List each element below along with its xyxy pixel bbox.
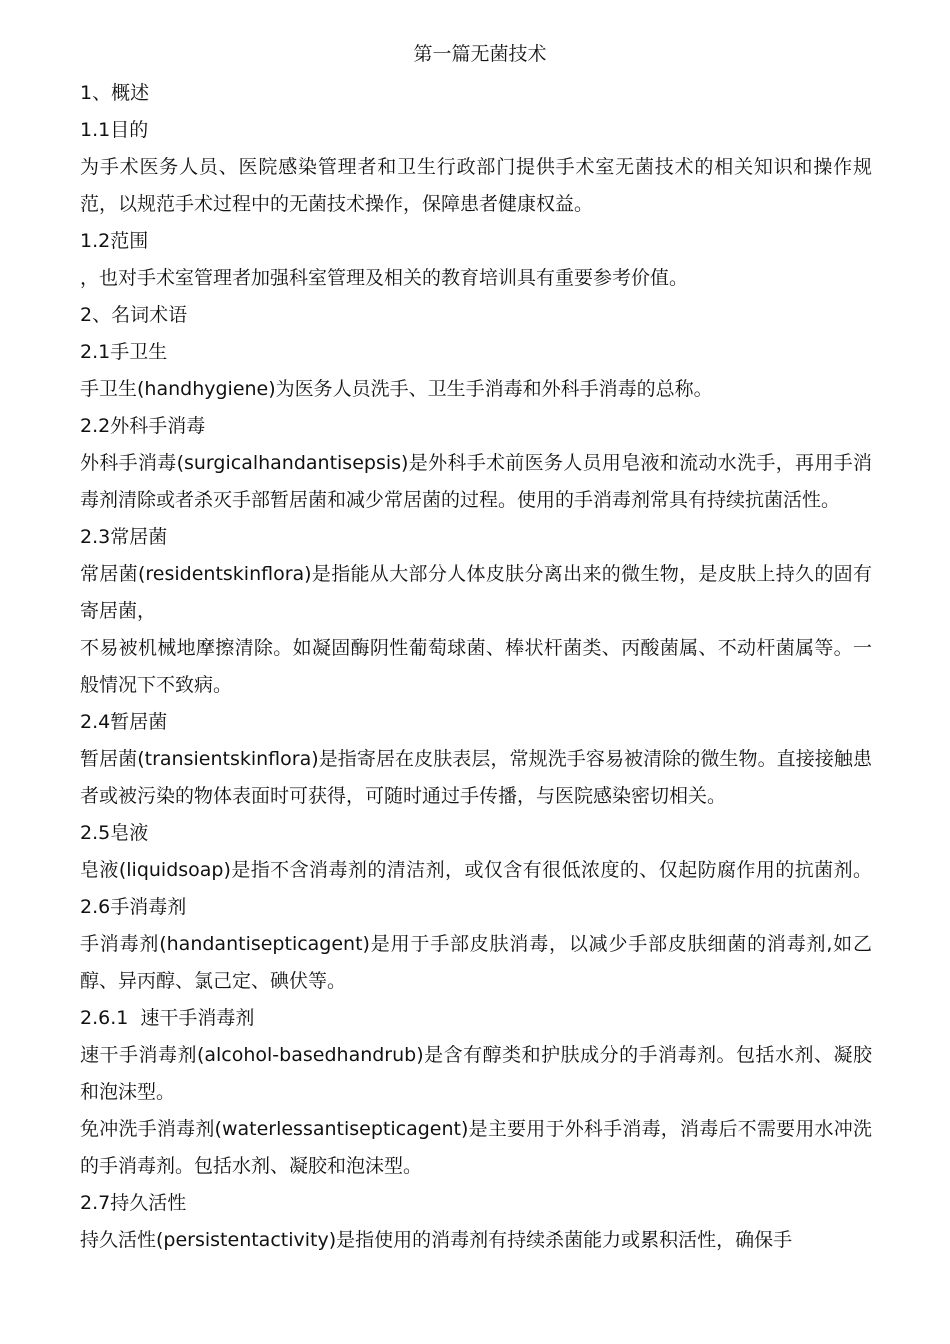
document-page — [80, 38, 872, 1259]
subsection-heading-purpose: 1.1目的 — [80, 119, 149, 141]
paragraph-scope: ，也对手术室管理者加强科室管理及相关的教育培训具有重要参考价值。 — [80, 267, 689, 289]
subsection-heading-hand-hygiene: 2.1手卫生 — [80, 341, 168, 363]
paragraph-liquid-soap: 皂液(liquidsoap)是指不含消毒剂的清洁剂，或仅含有很低浓度的、仅起防腐作用的抗菌剂。2.6手消毒剂 — [80, 859, 872, 918]
paragraph-surgical-hand-antisepsis: 外科手消毒(surgicalhandantisepsis)是外科手术前医务人员用皂液和流动水洗手，再用手消毒剂清除或者杀灭手部暂居菌和减少常居菌的过程。使用的手消毒剂常具有持续抗菌活性。 — [80, 452, 872, 511]
paragraph-resident-flora-b: 不易被机械地摩擦清除。如凝固酶阴性葡萄球菌、棒状杆菌类、丙酸菌属、不动杆菌属等。一般情况下不致病。 — [80, 637, 872, 696]
paragraph-waterless-antiseptic: 免冲洗手消毒剂(waterlessantisepticagent)是主要用于外科手消毒，消毒后不需要用水冲洗的手消毒剂。包括水剂、凝胶和泡沫型。 — [80, 1118, 872, 1177]
paragraph-transient-flora: 暂居菌(transientskinflora)是指寄居在皮肤表层，常规洗手容易被清除的微生物。直接接触患者或被污染的物体表面时可获得，可随时通过手传播，与医院感染密切相关。 — [80, 748, 872, 807]
section-heading-overview: 1、概述 — [80, 82, 150, 104]
document-title: 第一篇无菌技术 — [413, 43, 547, 65]
paragraph-resident-flora-a: 常居菌(residentskinflora)是指能从大部分人体皮肤分离出来的微生物，是皮肤上持久的固有寄居菌， — [80, 563, 872, 622]
subsection-heading-scope: 1.2范围 — [80, 230, 149, 252]
paragraph-hand-hygiene: 手卫生(handhygiene)为医务人员洗手、卫生手消毒和外科手消毒的总称。 — [80, 378, 713, 400]
section-heading-terms: 2、名词术语 — [80, 304, 188, 326]
subsection-heading-surgical-hand-antisepsis: 2.2外科手消毒 — [80, 415, 206, 437]
subsection-heading-alcohol-handrub: 2.6.1 速干手消毒剂 — [80, 1007, 255, 1029]
subsection-heading-transient-flora: 2.4暂居菌 — [80, 711, 168, 733]
paragraph-purpose: 为手术医务人员、医院感染管理者和卫生行政部门提供手术室无菌技术的相关知识和操作规范，以规范手术过程中的无菌技术操作，保障患者健康权益。 — [80, 156, 872, 215]
subsection-heading-resident-flora: 2.3常居菌 — [80, 526, 168, 548]
subsection-heading-liquid-soap: 2.5皂液 — [80, 822, 149, 844]
paragraph-persistent-activity: 持久活性(persistentactivity)是指使用的消毒剂有持续杀菌能力或累积活性，确保手 — [80, 1229, 793, 1251]
subsection-heading-persistent-activity: 2.7持久活性 — [80, 1192, 187, 1214]
paragraph-hand-antiseptic-agent: 手消毒剂(handantisepticagent)是用于手部皮肤消毒，以减少手部皮肤细菌的消毒剂,如乙醇、异丙醇、氯己定、碘伏等。 — [80, 933, 872, 992]
paragraph-alcohol-handrub: 速干手消毒剂(alcohol-basedhandrub)是含有醇类和护肤成分的手消毒剂。包括水剂、凝胶和泡沫型。 — [80, 1044, 872, 1103]
